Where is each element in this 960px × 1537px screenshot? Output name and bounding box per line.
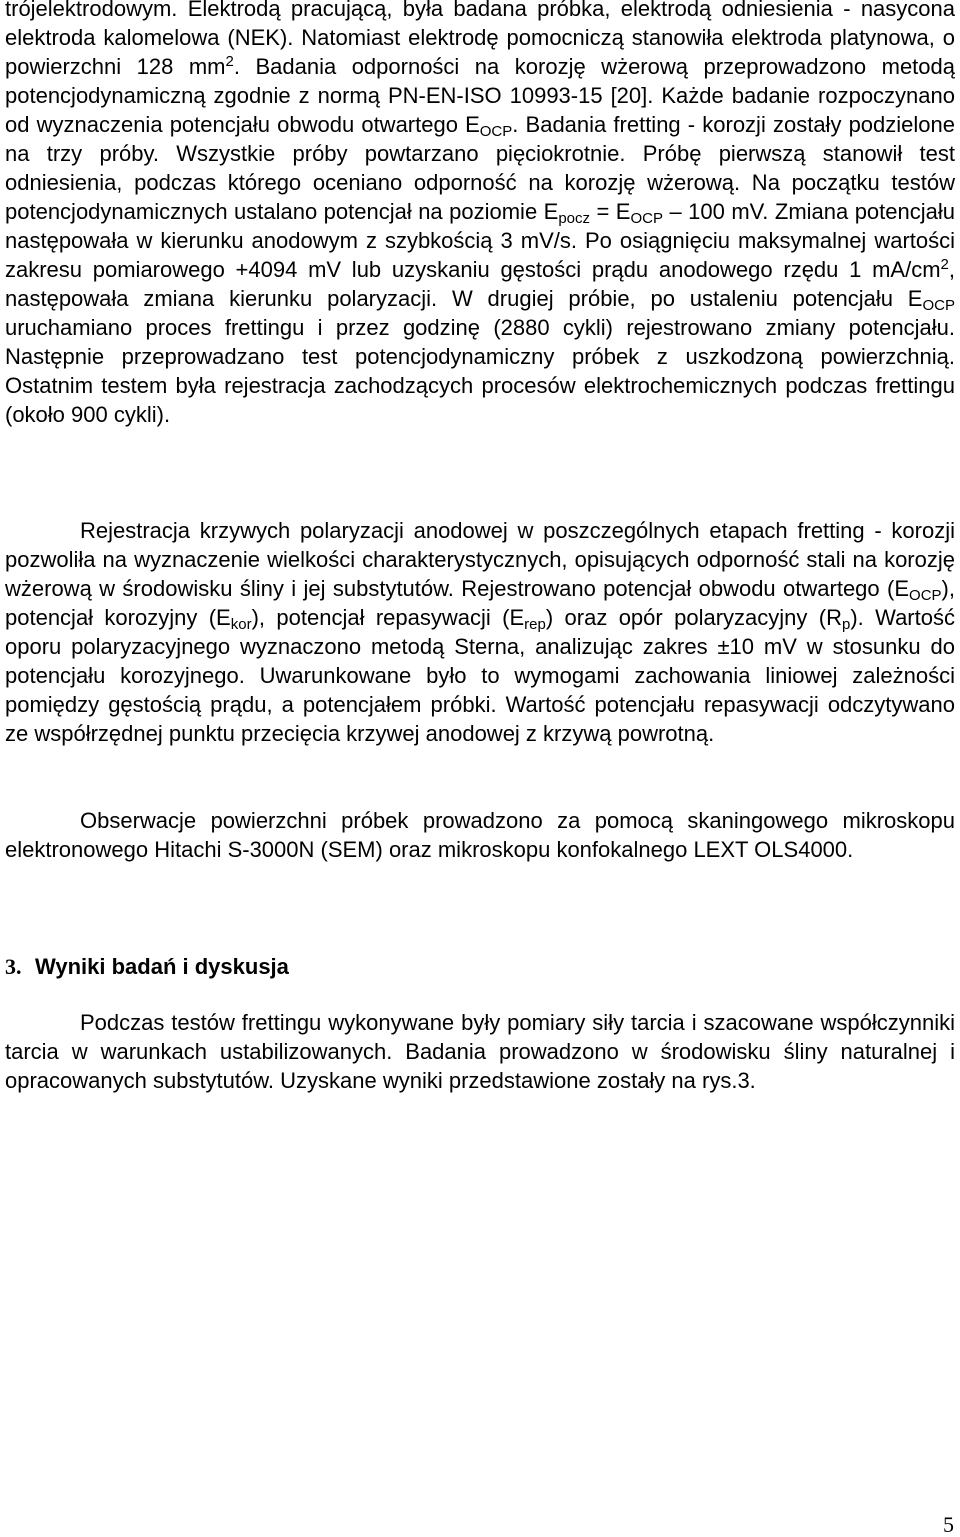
text-run: uruchamiano proces frettingu i przez godzinę (2880 cykli) rejestrowano zmiany potencjału. Następnie przeprowadzano test potencjodynamiczny próbek z uszkodzoną powierzchnią. Ostatnim testem była rejestracja zachodzących procesów elektrochemicznych podczas frettingu (około 900 cykli). [5, 315, 955, 427]
paragraph-methodology [5, 0, 955, 429]
subscript: OCP [909, 587, 942, 604]
text-run: Badania odporności na korozję wżerową przeprowadzono metodą potencjodynamiczną zgodnie z normą PN-EN-ISO 10993-15 [20]. Każde badanie rozpoczynano od wyznaczenia potencjału obwodu otwartego E [5, 54, 956, 137]
text-run: ) oraz opór polaryzacyjny (R [545, 605, 842, 630]
text-run: ). Wartość oporu polaryzacyjnego wyznaczono metodą Sterna, analizując zakres ±10 mV w stosunku do potencjału korozyjnego. Uwarunkowane było to wymogami zachowania liniowej zależności pomiędzy gęstością prądu, a potencjałem próbki. Wartość potencjału repasywacji odczytywano ze współrzędnej punktu przecięcia krzywej anodowej z krzywą powrotną. [5, 605, 955, 746]
superscript: 2 [225, 53, 234, 70]
subscript: OCP [630, 210, 663, 227]
paragraph-results [5, 1008, 955, 1095]
subscript: OCP [922, 297, 955, 314]
subscript: rep [524, 616, 546, 633]
subscript: p [841, 616, 851, 633]
subscript: OCP [479, 123, 513, 140]
text-run: . [233, 54, 256, 79]
text-run: = E [590, 199, 631, 224]
paragraph-microscopy [5, 806, 955, 864]
paragraph-polarization [5, 516, 955, 748]
text-run: – 100 mV. Zmiana potencjału następowała w kierunku anodowym z szybkością 3 mV/s. Po osiągnięciu maksymalnej wartości zakresu pomiarowego +4094 mV lub uzyskaniu gęstości prądu anodowego rzędu 1 mA/cm [5, 199, 955, 282]
text-run: Rejestracja krzywych polaryzacji anodowej w poszczególnych etapach fretting - korozji pozwoliła na wyznaczenie wielkości charakterystycznych, opisujących odporność stali na korozję wżerową w środowisku śliny i jej substytutów. Rejestrowano potencjał obwodu otwartego (E [5, 518, 955, 601]
text-run: , następowała zmiana kierunku polaryzacji. W drugiej próbie, po ustaleniu potencjału E [5, 257, 955, 311]
text-run: Podczas testów frettingu wykonywane były pomiary siły tarcia i szacowane współczynniki tarcia w warunkach ustabilizowanych. Badania prowadzono w środowisku śliny naturalnej i opracowanych substytutów. Uzyskane wyniki przedstawione zostały na rys.3. [5, 1010, 955, 1093]
page-number: 5 [943, 1512, 954, 1537]
section-number: 3. [5, 954, 22, 979]
text-run: trójelektrodowym. Elektrodą pracującą, była badana próbka, elektrodą odniesienia - nasycona elektroda kalomelowa (NEK). Natomiast elektrodę pomocniczą stanowiła elektroda platynowa, o powierzchni 128 mm [5, 0, 955, 79]
text-run: ), potencjał korozyjny (E [5, 576, 955, 630]
text-run: . Badania fretting - korozji zostały podzielone na trzy próby. Wszystkie próby powtarzano pięciokrotnie. Próbę pierwszą stanowił test odniesienia, podczas którego oceniano odporność na korozję wżerową. Na początku testów potencjodynamicznych ustalano potencjał na poziomie E [5, 112, 955, 224]
subscript: pocz [558, 210, 591, 227]
text-run: Obserwacje powierzchni próbek prowadzono za pomocą skaningowego mikroskopu elektronowego Hitachi S-3000N (SEM) oraz mikroskopu konfokalnego LEXT OLS4000. [5, 808, 955, 862]
text-run: ), potencjał repasywacji (E [251, 605, 525, 630]
section-heading [5, 952, 289, 981]
subscript: kor [230, 616, 252, 633]
superscript: 2 [940, 256, 949, 273]
section-title: Wyniki badań i dyskusja [35, 954, 289, 979]
